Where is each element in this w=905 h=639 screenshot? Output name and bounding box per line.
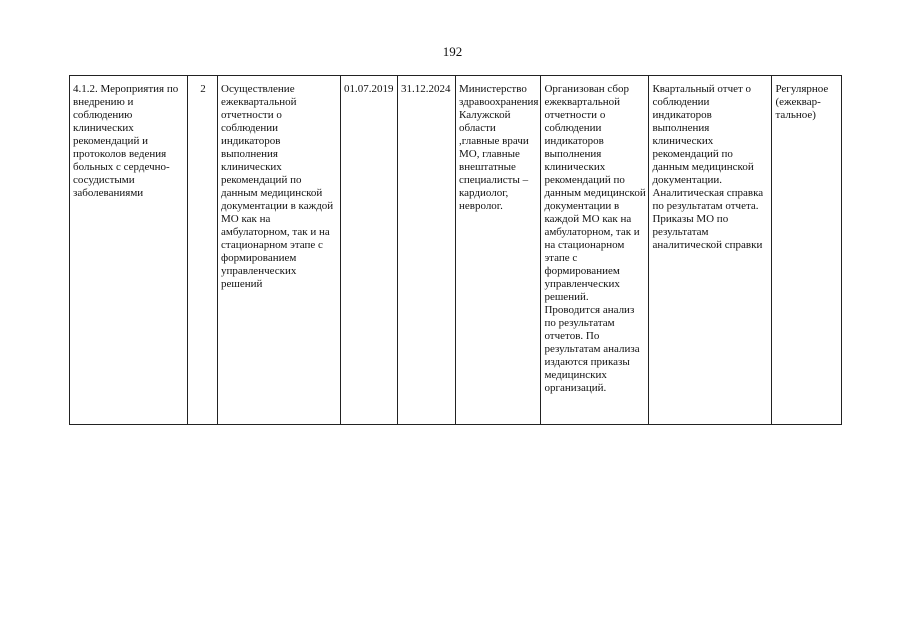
start-date-cell: 01.07.2019	[341, 76, 398, 425]
end-date-cell: 31.12.2024	[398, 76, 456, 425]
responsible-cell: Министерство здравоохранения Калужской области ,главные врачи МО, главные внештатные специалисты – кардиолог, невролог.	[456, 76, 541, 425]
page-number: 192	[442, 44, 463, 59]
frequency-cell: Регулярное (ежеквар-тальное)	[772, 76, 842, 425]
measures-table	[69, 75, 842, 425]
table-row	[70, 76, 842, 425]
result-cell: Организован сбор ежеквартальной отчетности о соблюдении индикаторов выполнения клинических рекомендаций по данным медицинской документации в каждой МО как на амбулаторном, так и на стационарном этапе с формированием управленческих решений. Проводится анализ по результатам отчетов. По результатам анализа издаются приказы медицинских организаций.	[541, 76, 649, 425]
report-cell: Квартальный отчет о соблюдении индикаторов выполнения клинических рекомендаций по данным медицинской документации. Аналитическая справка по результатам отчета. Приказы МО по результатам аналитической справки	[649, 76, 772, 425]
activity-cell: 4.1.2. Мероприятия по внедрению и соблюдению клинических рекомендаций и протоколов ведения больных с сердечно-сосудистыми заболеваниями	[70, 76, 188, 425]
action-cell: Осуществление ежеквартальной отчетности о соблюдении индикаторов выполнения клинических рекомендаций по данным медицинской документации в каждой МО как на амбулаторном, так и на стационарном этапе с формированием управленческих решений	[218, 76, 341, 425]
index-cell: 2	[188, 76, 218, 425]
